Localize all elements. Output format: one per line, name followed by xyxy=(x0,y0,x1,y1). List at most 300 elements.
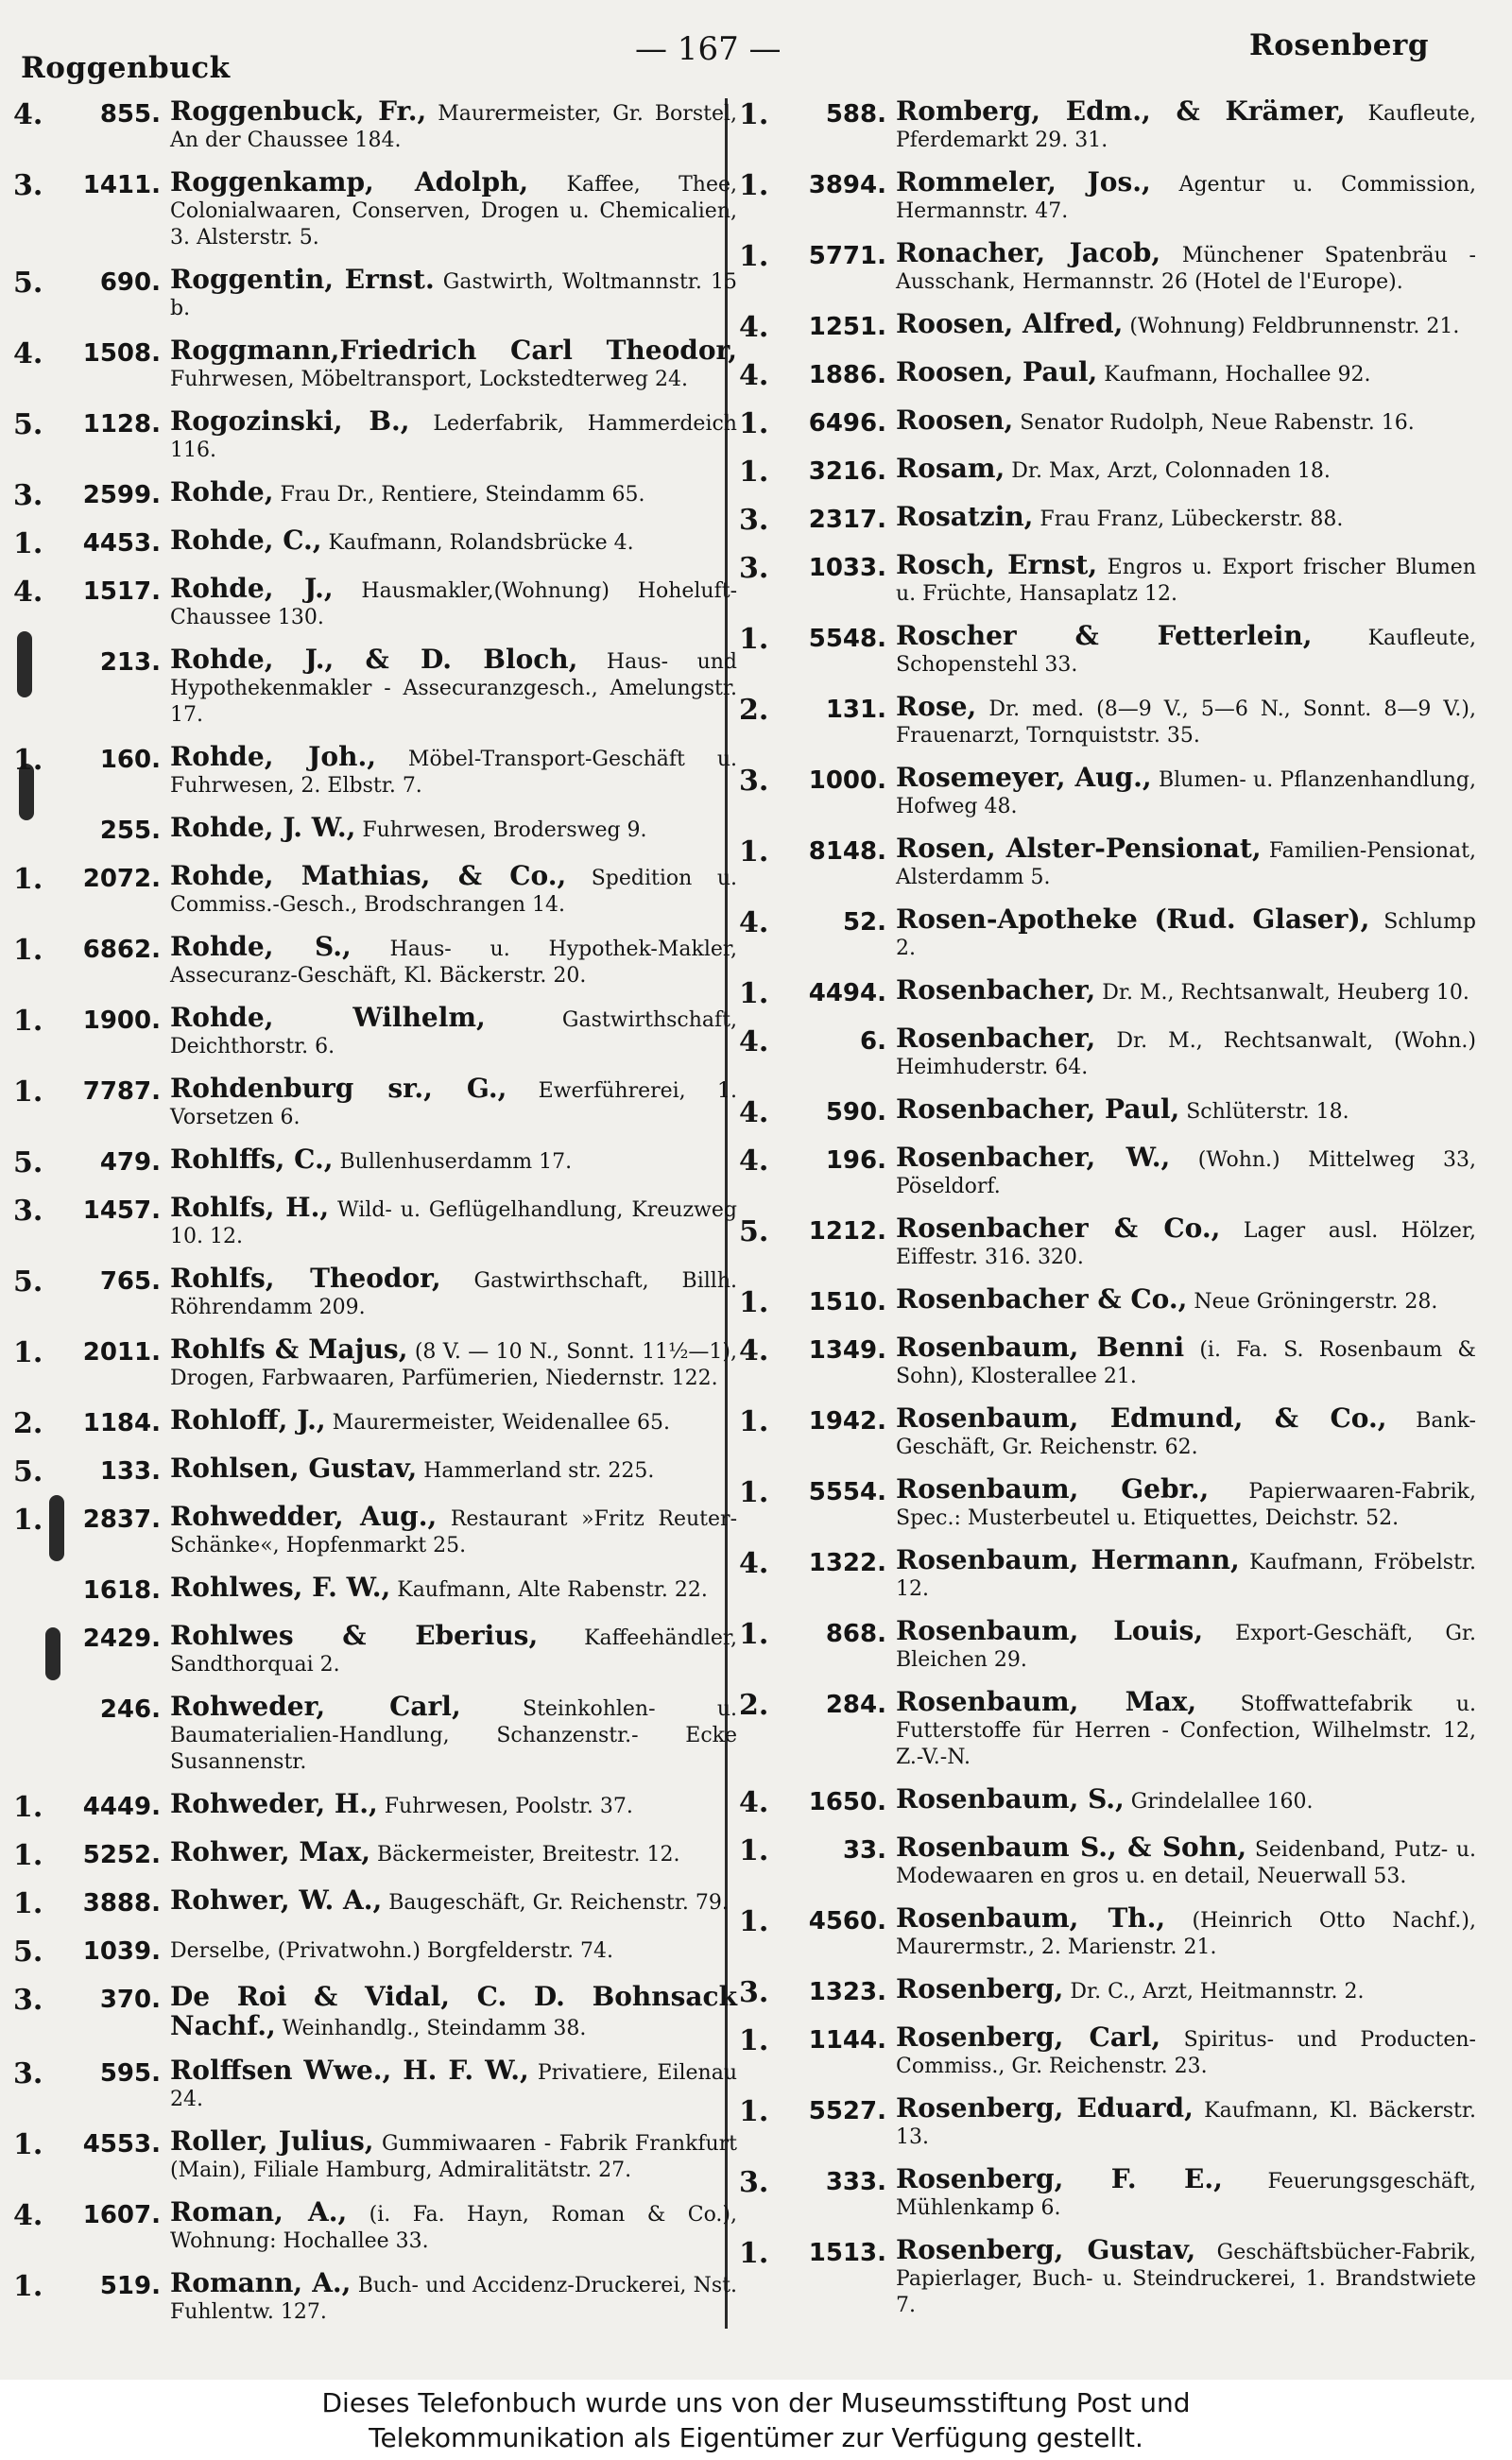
entry-details: (Wohn.) Mittelweg 33, Pöseldorf. xyxy=(896,1148,1476,1198)
entry-text xyxy=(170,860,737,919)
exchange-line: 5. xyxy=(13,267,43,300)
entry-details: Dr. Max, Arzt, Colonnaden 18. xyxy=(1005,459,1331,483)
phone-number: 1251. xyxy=(808,313,886,341)
exchange-line: 1. xyxy=(739,1405,769,1438)
entry-text xyxy=(896,1834,1476,1890)
directory-entry xyxy=(13,476,737,512)
entry-text xyxy=(896,2234,1476,2319)
directory-entry xyxy=(739,1973,1476,2009)
directory-entry xyxy=(13,812,737,848)
entry-details: Frau Dr., Rentiere, Steindamm 65. xyxy=(273,483,645,507)
exchange-line: 4. xyxy=(13,98,43,131)
entry-details: Fuhrwesen, Poolstr. 37. xyxy=(377,1795,633,1818)
entry-details: Seidenband, Putz- u. Modewaaren en gros u. en detail, Neuerwall 53. xyxy=(896,1838,1477,1888)
phone-number: 1184. xyxy=(82,1409,161,1437)
directory-entry xyxy=(13,527,737,560)
phone-number: 1607. xyxy=(82,2201,161,2229)
header-left-keyword: Roggenbuck xyxy=(21,51,231,85)
entry-text xyxy=(896,1215,1476,1271)
exchange-line: 2. xyxy=(739,694,769,727)
entry-text xyxy=(896,453,1476,485)
phone-number: 590. xyxy=(825,1098,886,1127)
entry-name: Roggenkamp, Adolph, xyxy=(170,166,529,198)
phone-number: 1513. xyxy=(808,2239,886,2267)
entry-details: Geschäftsbücher-Fabrik, Papierlager, Buch- u. Steindruckerei, 1. Brandstwiete 7. xyxy=(896,2241,1476,2317)
directory-entry xyxy=(13,2267,738,2326)
exchange-line: 4. xyxy=(739,1334,769,1368)
exchange-line: 1. xyxy=(13,1336,43,1369)
entry-name: Rohde, Joh., xyxy=(170,741,376,772)
entry-text xyxy=(896,903,1476,962)
entry-details: Hausmakler,(Wohnung) Hoheluft-Chaussee 130. xyxy=(170,579,738,629)
exchange-line: 5. xyxy=(739,1215,769,1248)
directory-entry xyxy=(13,1192,737,1250)
entry-details: Gastwirth, Woltmannstr. 15 b. xyxy=(170,270,737,320)
phone-number: 6862. xyxy=(82,936,161,964)
phone-number: 4449. xyxy=(82,1793,161,1821)
entry-text xyxy=(170,1265,737,1321)
entry-details: (8 V. — 10 N., Sonnt. 11½—1), Drogen, Farbwaaren, Parfümerien, Niedernstr. 122. xyxy=(170,1340,737,1390)
exchange-line: 1. xyxy=(739,623,769,656)
entry-details: Baugeschäft, Gr. Reichenstr. 79. xyxy=(382,1891,729,1915)
entry-text xyxy=(896,1902,1476,1961)
entry-details: Engros u. Export frischer Blumen u. Früchte, Hansaplatz 12. xyxy=(896,556,1476,606)
entry-text xyxy=(896,356,1476,388)
phone-number: 588. xyxy=(825,100,886,129)
entry-details: Papierwaaren-Fabrik, Spec.: Musterbeutel u. Etiquettes, Deichstr. 52. xyxy=(896,1480,1476,1530)
entry-text xyxy=(170,166,737,251)
entry-details: Restaurant »Fritz Reuter-Schänke«, Hopfenmarkt 25. xyxy=(170,1507,737,1557)
phone-number: 5527. xyxy=(808,2097,886,2125)
entry-name: Rosenbacher, xyxy=(896,974,1096,1006)
directory-entry xyxy=(739,1834,1476,1890)
entry-name: Rosenbaum, Max, xyxy=(896,1686,1197,1717)
entry-name: Rohlfs, H., xyxy=(170,1192,330,1223)
entry-name: Roggmann,Friedrich Carl Theodor, xyxy=(170,335,737,366)
phone-number: 1000. xyxy=(808,766,886,795)
directory-entry xyxy=(13,741,737,800)
phone-number: 479. xyxy=(99,1148,161,1177)
phone-number: 1508. xyxy=(82,339,161,368)
phone-number: 6496. xyxy=(808,409,886,438)
entry-details: (Heinrich Otto Nachf.), Maurermstr., 2. Marienstr. 21. xyxy=(896,1909,1476,1959)
entry-text xyxy=(896,549,1476,608)
directory-entry xyxy=(739,1615,1476,1674)
exchange-line: 1. xyxy=(13,1005,43,1038)
entry-text xyxy=(170,646,737,729)
entry-name: Rosenbaum, Louis, xyxy=(896,1615,1204,1646)
directory-entry xyxy=(739,95,1476,154)
phone-number: 370. xyxy=(99,1986,161,2014)
entry-details: Gastwirthschaft, Billh. Röhrendamm 209. xyxy=(170,1269,737,1319)
exchange-line: 3. xyxy=(13,1195,43,1228)
phone-number: 1900. xyxy=(82,1006,161,1035)
exchange-line: 1. xyxy=(739,1834,769,1867)
directory-entry xyxy=(739,1902,1476,1961)
phone-number: 52. xyxy=(842,908,886,937)
entry-name: Rohlwes, F. W., xyxy=(170,1572,391,1603)
exchange-line: 3. xyxy=(13,2057,43,2090)
entry-name: Rosenbacher, xyxy=(896,1023,1096,1054)
entry-name: Rohdenburg sr., G., xyxy=(170,1073,507,1104)
entry-name: Rohlsen, Gustav, xyxy=(170,1453,418,1484)
phone-number: 1411. xyxy=(82,171,161,199)
entry-name: Roller, Julius, xyxy=(170,2125,374,2157)
entry-text xyxy=(170,2125,737,2184)
directory-entry xyxy=(13,264,737,322)
directory-entry xyxy=(13,1501,737,1559)
phone-number: 4453. xyxy=(82,529,161,558)
entry-name: Roscher & Fetterlein, xyxy=(896,620,1313,651)
entry-text xyxy=(170,1075,737,1131)
phone-number: 4560. xyxy=(808,1907,886,1935)
exchange-line: 2. xyxy=(13,1407,43,1440)
entry-name: Rosen-Apotheke (Rud. Glaser), xyxy=(896,903,1370,935)
phone-number: 2072. xyxy=(82,865,161,893)
entry-name: Rohde, Wilhelm, xyxy=(170,1002,486,1033)
phone-number: 196. xyxy=(825,1146,886,1175)
entry-name: Rosenberg, F. E., xyxy=(896,2163,1223,2194)
directory-entry xyxy=(739,549,1476,608)
entry-details: Maurermeister, Weidenallee 65. xyxy=(325,1411,671,1435)
entry-text xyxy=(170,405,737,464)
entry-text xyxy=(170,812,737,844)
directory-entry xyxy=(739,1783,1476,1819)
phone-number: 1517. xyxy=(82,577,161,606)
entry-text xyxy=(170,1574,737,1604)
entry-name: Rosenberg, xyxy=(896,1973,1064,2004)
phone-number: 1144. xyxy=(808,2026,886,2055)
entry-name: Roosen, Alfred, xyxy=(896,308,1124,339)
entry-details: Lager ausl. Hölzer, Eiffestr. 316. 320. xyxy=(896,1219,1476,1269)
phone-number: 1510. xyxy=(808,1288,886,1316)
phone-number: 255. xyxy=(99,817,161,845)
phone-number: 1457. xyxy=(82,1196,161,1225)
entry-details: Lederfabrik, Hammerdeich 116. xyxy=(170,412,737,462)
entry-text xyxy=(896,404,1476,437)
exchange-line: 4. xyxy=(739,1025,769,1058)
footer-line-1: Dieses Telefonbuch wurde uns von der Museumsstiftung Post und xyxy=(321,2387,1191,2418)
entry-text xyxy=(896,974,1476,1006)
entry-name: Rohde, C., xyxy=(170,525,322,556)
entry-details: Neue Gröningerstr. 28. xyxy=(1187,1290,1438,1314)
exchange-line: 1. xyxy=(13,2128,43,2161)
exchange-line: 1. xyxy=(739,977,769,1010)
phone-number: 3888. xyxy=(82,1889,161,1918)
exchange-line: 5. xyxy=(13,1146,43,1179)
entry-name: Romann, A., xyxy=(170,2267,352,2298)
exchange-line: 5. xyxy=(13,408,43,441)
entry-name: Rohloff, J., xyxy=(170,1404,326,1436)
entry-text xyxy=(170,476,737,508)
entry-text xyxy=(896,308,1476,340)
phone-number: 246. xyxy=(99,1695,161,1724)
exchange-line: 1. xyxy=(13,1791,43,1824)
entry-text xyxy=(170,573,738,631)
directory-entry xyxy=(13,1455,737,1488)
entry-text xyxy=(896,1783,1476,1815)
exchange-line: 4. xyxy=(739,1096,769,1129)
directory-entry xyxy=(13,405,737,464)
entry-details: Agentur u. Commission, Hermannstr. 47. xyxy=(896,173,1477,223)
entry-name: De Roi & Vidal, C. D. Bohnsack Nachf., xyxy=(170,1981,737,2041)
phone-number: 213. xyxy=(99,648,161,677)
directory-entry xyxy=(13,1935,737,1969)
entry-text xyxy=(896,2092,1476,2151)
entry-name: Rosenbacher & Co., xyxy=(896,1283,1188,1315)
exchange-line: 4. xyxy=(739,1547,769,1580)
phone-number: 1322. xyxy=(808,1549,886,1577)
entry-details: Buch- und Accidenz-Druckerei, Nst. Fuhlentw. 127. xyxy=(170,2274,738,2324)
entry-text xyxy=(896,691,1476,749)
directory-entry xyxy=(739,974,1476,1010)
exchange-line: 1. xyxy=(739,1618,769,1651)
phone-number: 131. xyxy=(825,696,886,724)
entry-name: Rosenberg, Gustav, xyxy=(896,2234,1196,2265)
entry-text xyxy=(170,1333,737,1392)
entry-name: Rohwedder, Aug., xyxy=(170,1501,438,1532)
exchange-line: 2. xyxy=(739,1689,769,1722)
entry-text xyxy=(170,1788,737,1820)
phone-number: 868. xyxy=(825,1620,886,1648)
directory-entry xyxy=(739,903,1476,962)
entry-text xyxy=(896,166,1477,225)
directory-entry xyxy=(13,2125,737,2184)
directory-entry xyxy=(13,1404,737,1440)
phone-number: 1128. xyxy=(82,410,161,439)
directory-entry xyxy=(739,835,1476,891)
entry-text xyxy=(896,1402,1476,1461)
phone-number: 284. xyxy=(825,1691,886,1719)
phone-number: 5252. xyxy=(82,1841,161,1869)
phone-number: 3216. xyxy=(808,457,886,486)
directory-entry xyxy=(739,620,1477,679)
entry-details: Dr. med. (8—9 V., 5—6 N., Sonnt. 8—9 V.), Frauenarzt, Tornquiststr. 35. xyxy=(896,697,1476,748)
footer-note xyxy=(0,2380,1512,2460)
entry-name: Rohde, J., & D. Bloch, xyxy=(170,644,578,675)
entry-details: Export-Geschäft, Gr. Bleichen 29. xyxy=(896,1622,1476,1672)
exchange-line: 1. xyxy=(13,1075,43,1109)
directory-entry xyxy=(13,1574,737,1608)
exchange-line: 4. xyxy=(13,2199,43,2232)
entry-name: Roosen, Paul, xyxy=(896,356,1098,387)
left-column xyxy=(13,95,738,2341)
directory-entry xyxy=(739,237,1476,296)
entry-name: Rosemeyer, Aug., xyxy=(896,762,1152,793)
exchange-line: 4. xyxy=(739,906,769,939)
entry-text xyxy=(896,95,1476,154)
entry-details: Senator Rudolph, Neue Rabenstr. 16. xyxy=(1013,411,1415,435)
exchange-line: 3. xyxy=(739,2166,769,2199)
entry-text xyxy=(170,1192,737,1250)
phone-number: 333. xyxy=(825,2168,886,2196)
exchange-line: 1. xyxy=(739,240,769,273)
exchange-line: 1. xyxy=(739,407,769,440)
entry-text xyxy=(896,1973,1476,2005)
phone-number: 3894. xyxy=(808,171,886,199)
directory-entry xyxy=(739,166,1477,225)
entry-name: Rohlwes & Eberius, xyxy=(170,1620,539,1651)
entry-details: Schlump 2. xyxy=(896,910,1476,960)
directory-entry xyxy=(13,2057,737,2113)
exchange-line: 1. xyxy=(739,835,769,869)
directory-entry xyxy=(739,1686,1476,1771)
entry-details: Fuhrwesen, Möbeltransport, Lockstedterweg 24. xyxy=(170,368,688,391)
directory-entry xyxy=(13,1075,737,1131)
directory-entry xyxy=(13,95,737,154)
phone-number: 519. xyxy=(99,2272,161,2300)
entry-details: Grindelallee 160. xyxy=(1124,1790,1314,1814)
entry-details: Blumen- u. Pflanzenhandlung, Hofweg 48. xyxy=(896,768,1476,818)
entry-name: Rosam, xyxy=(896,453,1005,484)
entry-details: Münchener Spatenbräu - Ausschank, Hermannstr. 26 (Hotel de l'Europe). xyxy=(896,244,1476,294)
entry-details: Weinhandlg., Steindamm 38. xyxy=(275,2017,587,2040)
phone-number: 1886. xyxy=(808,361,886,389)
entry-name: Rohwer, W. A., xyxy=(170,1884,383,1916)
phone-number: 6. xyxy=(860,1027,886,1056)
entry-text xyxy=(896,1093,1476,1126)
exchange-line: 1. xyxy=(739,2237,769,2270)
directory-entry xyxy=(13,1265,737,1321)
exchange-line: 1. xyxy=(739,456,769,489)
exchange-line: 1. xyxy=(739,1905,769,1938)
phone-number: 5554. xyxy=(808,1478,886,1506)
entry-name: Rosenbaum, Edmund, & Co., xyxy=(896,1402,1387,1434)
phone-number: 1039. xyxy=(82,1937,161,1966)
exchange-line: 3. xyxy=(739,1976,769,2009)
entry-details: Haus- und Hypothekenmakler - Assecuranzgesch., Amelungstr. 17. xyxy=(170,650,738,727)
directory-entry xyxy=(13,573,738,631)
entry-details: Stoffwattefabrik u. Futterstoffe für Herren - Confection, Wilhelmstr. 12, Z.-V.-N. xyxy=(896,1693,1476,1769)
exchange-line: 1. xyxy=(739,169,769,202)
exchange-line: 1. xyxy=(739,2024,769,2057)
entry-text xyxy=(896,2163,1477,2222)
page-number: — 167 — xyxy=(635,30,782,68)
entry-details: Ewerführerei, 1. Vorsetzen 6. xyxy=(170,1079,737,1129)
entry-text xyxy=(170,1981,737,2042)
exchange-line: 1. xyxy=(13,527,43,560)
entry-text xyxy=(896,1334,1476,1390)
directory-entry xyxy=(739,2163,1477,2222)
entry-text xyxy=(170,1146,737,1176)
phone-number: 7787. xyxy=(82,1077,161,1106)
entry-details: Bullenhuserdamm 17. xyxy=(333,1150,573,1174)
directory-entry xyxy=(739,1215,1476,1271)
directory-entry xyxy=(739,1025,1476,1081)
phone-number: 133. xyxy=(99,1457,161,1486)
phone-number: 1033. xyxy=(808,554,886,582)
phone-number: 1650. xyxy=(808,1788,886,1816)
directory-entry xyxy=(739,691,1476,749)
exchange-line: 3. xyxy=(739,504,769,537)
exchange-line: 5. xyxy=(13,1455,43,1488)
directory-entry xyxy=(739,404,1476,440)
entry-text xyxy=(896,762,1476,820)
exchange-line: 1. xyxy=(13,2270,43,2303)
entry-name: Romberg, Edm., & Krämer, xyxy=(896,95,1346,127)
entry-name: Rolffsen Wwe., H. F. W., xyxy=(170,2055,529,2086)
footer-line-2: Telekommunikation als Eigentümer zur Verfügung gestellt. xyxy=(369,2422,1143,2453)
directory-entry xyxy=(13,166,737,251)
entry-name: Rosenbaum, Hermann, xyxy=(896,1544,1240,1575)
entry-text xyxy=(170,2267,738,2326)
entry-text xyxy=(896,1144,1476,1200)
directory-entry xyxy=(13,337,737,393)
exchange-line: 5. xyxy=(13,1935,43,1969)
exchange-line: 5. xyxy=(13,1265,43,1299)
directory-entry xyxy=(739,356,1476,392)
entry-name: Rosenbaum S., & Sohn, xyxy=(896,1832,1247,1863)
entry-text xyxy=(896,1025,1476,1081)
entry-text xyxy=(170,1404,737,1436)
directory-entry xyxy=(739,2234,1476,2319)
entry-details: Feuerungsgeschäft, Mühlenkamp 6. xyxy=(896,2170,1477,2220)
phone-number: 5771. xyxy=(808,242,886,270)
entry-details: Privatiere, Eilenau 24. xyxy=(170,2061,737,2111)
directory-entry xyxy=(13,646,737,729)
entry-name: Roggenbuck, Fr., xyxy=(170,95,427,127)
entry-name: Rogozinski, B., xyxy=(170,405,410,437)
directory-entry xyxy=(13,1146,737,1179)
entry-name: Rosenberg, Eduard, xyxy=(896,2092,1194,2124)
entry-details: Kaufmann, Rolandsbrücke 4. xyxy=(321,531,634,555)
directory-entry xyxy=(739,308,1476,344)
phone-number: 1942. xyxy=(808,1407,886,1436)
exchange-line: 1. xyxy=(739,1476,769,1509)
entry-details: Kaufmann, Hochallee 92. xyxy=(1097,363,1371,387)
entry-text xyxy=(896,2021,1476,2080)
directory-entry xyxy=(739,1093,1476,1129)
entry-details: Kaufmann, Alte Rabenstr. 22. xyxy=(390,1578,708,1602)
entry-details: Kaufleute, Schopenstehl 33. xyxy=(896,627,1477,677)
entry-text xyxy=(170,1455,737,1485)
entry-name: Roosen, xyxy=(896,404,1014,436)
exchange-line: 1. xyxy=(739,2095,769,2128)
entry-details: Maurermeister, Gr. Borstel, An der Chaussee 184. xyxy=(170,102,737,152)
entry-text xyxy=(896,1283,1476,1316)
entry-name: Rommeler, Jos., xyxy=(896,166,1151,198)
exchange-line: 4. xyxy=(739,1786,769,1819)
exchange-line: 1. xyxy=(13,1504,43,1537)
exchange-line: 1. xyxy=(13,1839,43,1872)
entry-details: Familien-Pensionat, Alsterdamm 5. xyxy=(896,839,1476,889)
entry-name: Roggentin, Ernst. xyxy=(170,264,435,295)
directory-entry xyxy=(739,762,1476,820)
phone-number: 2429. xyxy=(82,1625,161,1653)
entry-text xyxy=(170,337,737,393)
entry-details: Fuhrwesen, Brodersweg 9. xyxy=(355,818,647,842)
directory-entry xyxy=(739,1283,1476,1319)
entry-name: Rosenbaum, Benni xyxy=(896,1332,1185,1363)
exchange-line: 4. xyxy=(739,311,769,344)
entry-text xyxy=(170,931,737,989)
exchange-line: 4. xyxy=(739,359,769,392)
directory-entry xyxy=(13,2196,737,2255)
entry-name: Rohlfs & Majus, xyxy=(170,1333,408,1365)
entry-text xyxy=(170,1836,737,1868)
entry-text xyxy=(170,264,737,322)
entry-details: Hammerland str. 225. xyxy=(417,1459,655,1483)
entry-name: Roman, A., xyxy=(170,2196,348,2228)
phone-number: 1618. xyxy=(82,1576,161,1605)
entry-text xyxy=(170,1884,737,1917)
entry-details: Dr. C., Arzt, Heitmannstr. 2. xyxy=(1063,1980,1365,2004)
entry-details: Kaufmann, Fröbelstr. 12. xyxy=(896,1551,1477,1601)
entry-details: Gastwirthschaft, Deichthorstr. 6. xyxy=(170,1008,737,1058)
entry-name: Rohlffs, C., xyxy=(170,1144,334,1175)
phone-number: 33. xyxy=(842,1836,886,1865)
entry-details: Gummiwaaren - Fabrik Frankfurt (Main), Filiale Hamburg, Admiralitätstr. 27. xyxy=(170,2132,737,2182)
